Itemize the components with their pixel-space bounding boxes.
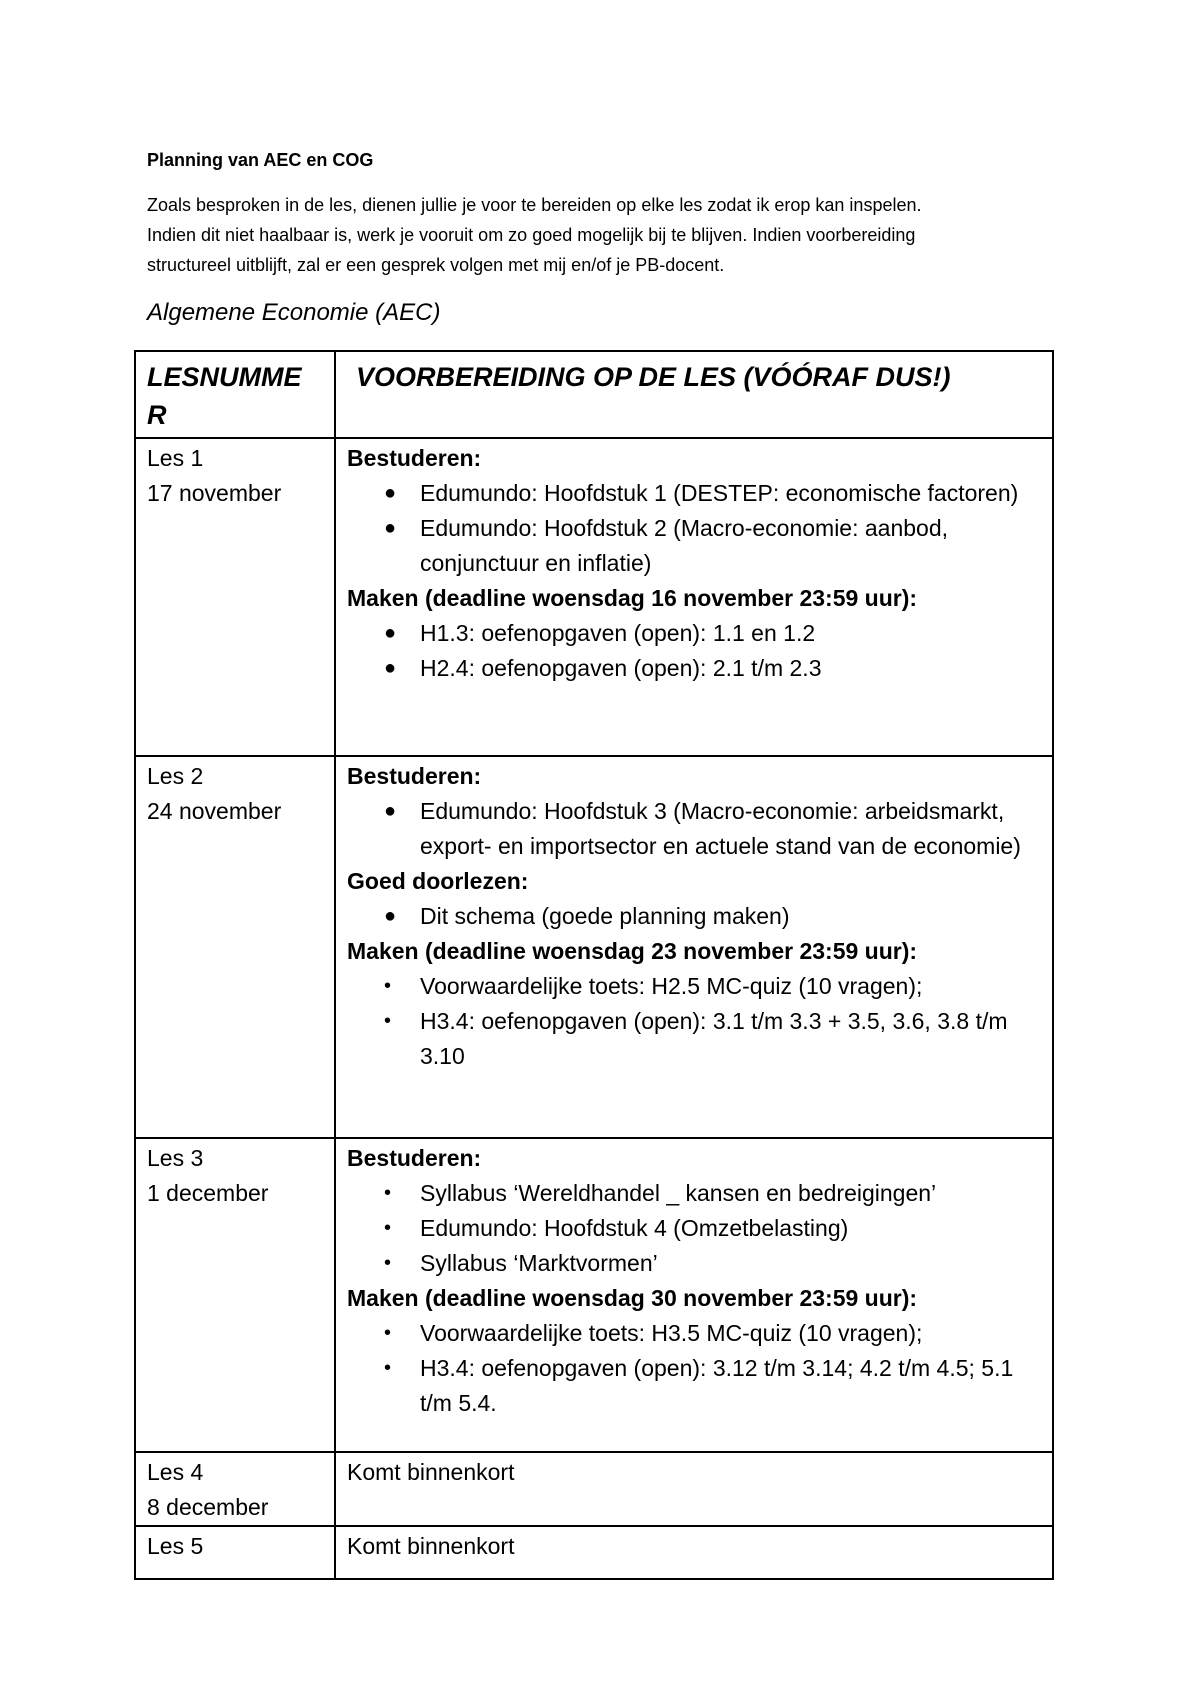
list-item-text: Voorwaardelijke toets: H3.5 MC-quiz (10 vragen); (420, 1320, 923, 1346)
list-item (384, 476, 1042, 511)
bullet-icon: • (384, 1182, 392, 1204)
bullet-icon: ● (384, 517, 397, 539)
header-lesnummer-line2: R (147, 400, 167, 430)
table-row (135, 756, 1053, 1138)
preparation-cell (335, 438, 1053, 756)
bullet-icon: ● (384, 622, 397, 644)
bullet-icon: • (384, 1217, 392, 1239)
page-title: Planning van AEC en COG (147, 150, 374, 170)
bullet-icon: ● (384, 905, 397, 927)
les-cell (135, 438, 335, 756)
list-item-text: Edumundo: Hoofdstuk 3 (Macro-economie: arbeidsmarkt, export- en importsector en actuele stand van de economie) (420, 798, 1021, 859)
list-item (384, 1004, 1042, 1074)
item-list (347, 794, 1042, 864)
item-list (347, 899, 1042, 934)
list-item (384, 616, 1042, 651)
table-row (135, 438, 1053, 756)
list-item-text: H1.3: oefenopgaven (open): 1.1 en 1.2 (420, 620, 816, 646)
group-heading: Goed doorlezen: (347, 868, 529, 894)
preparation-cell (335, 1452, 1053, 1526)
placeholder-text: Komt binnenkort (347, 1459, 515, 1485)
table-row (135, 1138, 1053, 1452)
list-item (384, 651, 1042, 686)
preparation-cell (335, 1138, 1053, 1452)
les-date: 1 december (147, 1180, 269, 1206)
bullet-icon: • (384, 1357, 392, 1379)
les-number: Les 1 (147, 445, 204, 471)
list-item-text: Syllabus ‘Wereldhandel _ kansen en bedreigingen’ (420, 1180, 937, 1206)
group-heading: Maken (deadline woensdag 30 november 23:59 uur): (347, 1285, 918, 1311)
list-item-text: Edumundo: Hoofdstuk 2 (Macro-economie: aanbod, conjunctuur en inflatie) (420, 515, 949, 576)
les-number: Les 4 (147, 1459, 204, 1485)
header-lesnummer-line1: LESNUMME (147, 362, 302, 392)
les-cell (135, 1138, 335, 1452)
table-row (135, 1452, 1053, 1526)
list-item (384, 1351, 1042, 1421)
les-date: 17 november (147, 480, 282, 506)
preparation-cell (335, 1526, 1053, 1579)
list-item-text: Syllabus ‘Marktvormen’ (420, 1250, 658, 1276)
list-item (384, 794, 1042, 864)
bullet-icon: • (384, 975, 392, 997)
group-heading: Maken (deadline woensdag 23 november 23:59 uur): (347, 938, 918, 964)
intro-line: Zoals besproken in de les, dienen jullie je voor te bereiden op elke les zodat ik erop kan inspelen. (147, 195, 922, 215)
item-list (347, 476, 1042, 581)
list-item (384, 1246, 1042, 1281)
item-list (347, 1176, 1042, 1281)
item-list (347, 616, 1042, 686)
bullet-icon: • (384, 1322, 392, 1344)
list-item (384, 511, 1042, 581)
les-date: 24 november (147, 798, 282, 824)
placeholder-text: Komt binnenkort (347, 1533, 515, 1559)
bullet-icon: ● (384, 800, 397, 822)
les-cell (135, 1526, 335, 1579)
table-row (135, 1526, 1053, 1579)
list-item-text: Edumundo: Hoofdstuk 1 (DESTEP: economische factoren) (420, 480, 1019, 506)
list-item (384, 1176, 1042, 1211)
list-item-text: H2.4: oefenopgaven (open): 2.1 t/m 2.3 (420, 655, 822, 681)
section-heading: Algemene Economie (AEC) (147, 299, 441, 326)
intro-line: structureel uitblijft, zal er een gesprek volgen met mij en/of je PB-docent. (147, 255, 725, 275)
group-heading: Bestuderen: (347, 1145, 482, 1171)
list-item (384, 899, 1042, 934)
planning-table (134, 350, 1054, 1580)
intro-paragraph (147, 190, 1067, 280)
list-item (384, 1211, 1042, 1246)
list-item (384, 1316, 1042, 1351)
list-item (384, 969, 1042, 1004)
group-heading: Bestuderen: (347, 763, 482, 789)
item-list (347, 969, 1042, 1074)
bullet-icon: ● (384, 657, 397, 679)
les-number: Les 3 (147, 1145, 204, 1171)
header-lesnummer (135, 351, 335, 438)
list-item-text: Edumundo: Hoofdstuk 4 (Omzetbelasting) (420, 1215, 849, 1241)
group-heading: Maken (deadline woensdag 16 november 23:59 uur): (347, 585, 918, 611)
intro-line: Indien dit niet haalbaar is, werk je vooruit om zo goed mogelijk bij te blijven. Indien voorbereiding (147, 225, 916, 245)
les-number: Les 5 (147, 1533, 204, 1559)
list-item-text: H3.4: oefenopgaven (open): 3.1 t/m 3.3 + 3.5, 3.6, 3.8 t/m 3.10 (420, 1008, 1008, 1069)
les-cell (135, 756, 335, 1138)
preparation-cell (335, 756, 1053, 1138)
bullet-icon: • (384, 1010, 392, 1032)
group-heading: Bestuderen: (347, 445, 482, 471)
bullet-icon: • (384, 1252, 392, 1274)
table-header-row (135, 351, 1053, 438)
header-voorbereiding: VOORBEREIDING OP DE LES (VÓÓRAF DUS!) (335, 351, 1053, 438)
bullet-icon: ● (384, 482, 397, 504)
list-item-text: Voorwaardelijke toets: H2.5 MC-quiz (10 vragen); (420, 973, 923, 999)
list-item-text: H3.4: oefenopgaven (open): 3.12 t/m 3.14; 4.2 t/m 4.5; 5.1 t/m 5.4. (420, 1355, 1014, 1416)
les-date: 8 december (147, 1494, 269, 1520)
les-number: Les 2 (147, 763, 204, 789)
item-list (347, 1316, 1042, 1421)
les-cell (135, 1452, 335, 1526)
list-item-text: Dit schema (goede planning maken) (420, 903, 790, 929)
